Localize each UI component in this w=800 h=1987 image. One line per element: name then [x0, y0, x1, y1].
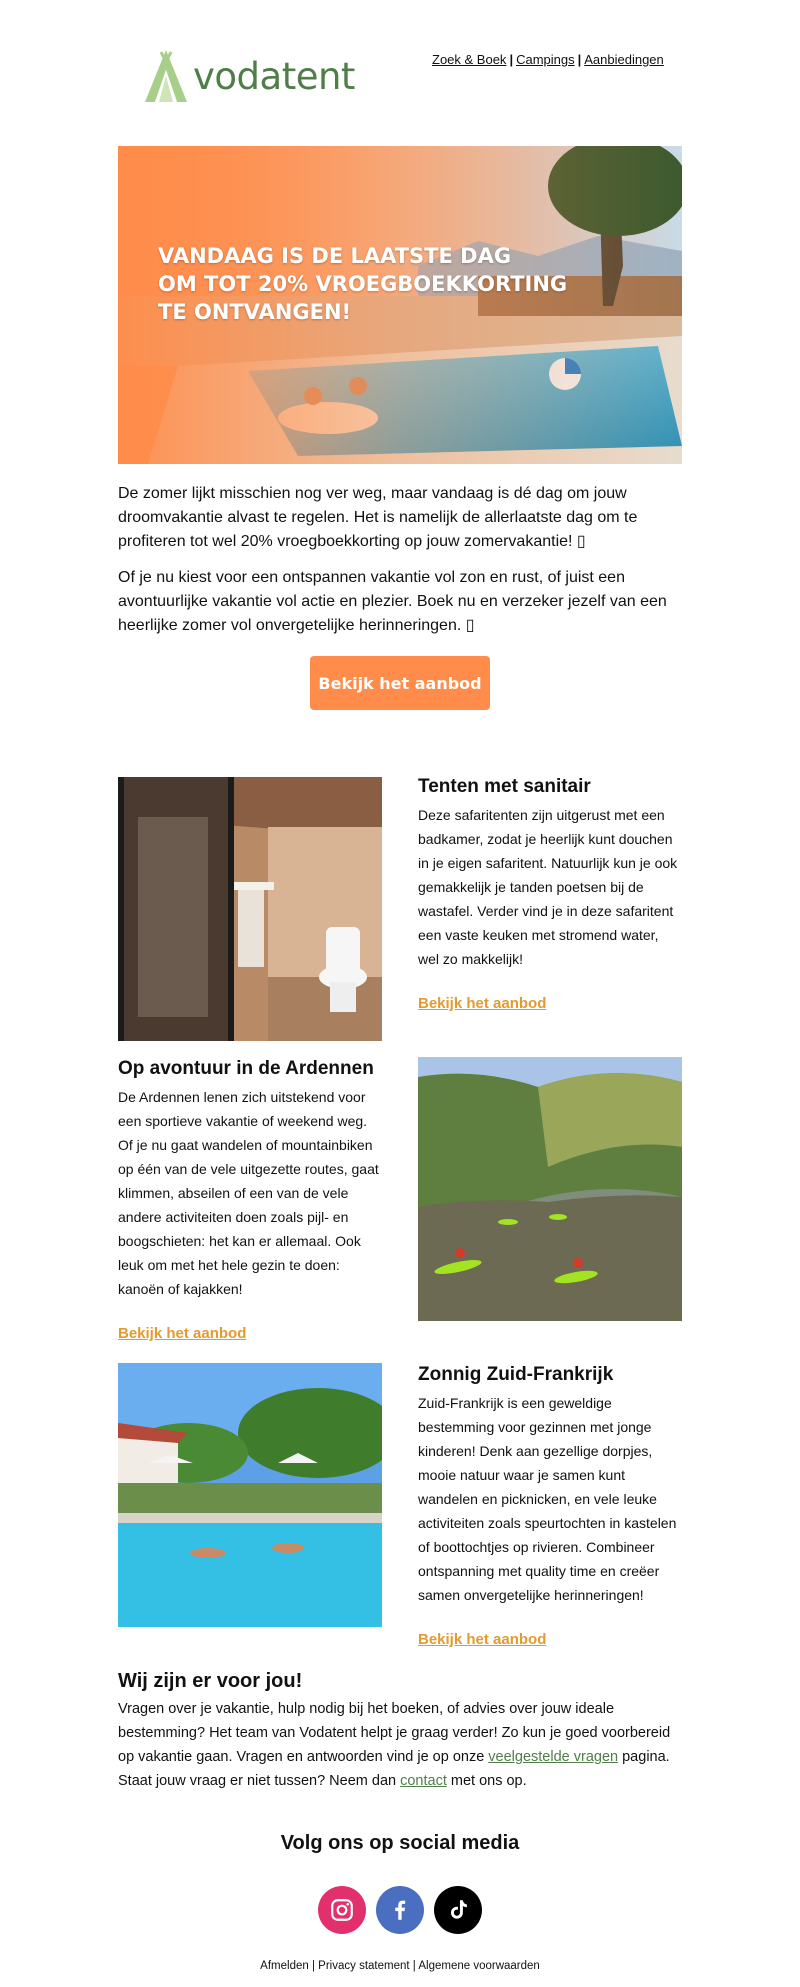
feature-body: Deze safaritenten zijn uitgerust met een badkamer, zodat je heerlijk kunt douchen in je eigen safaritent. Natuurlijk kun je ook gemakkelijk je tanden poetsen bij de wastafel. Verder vind je in deze safaritent een vaste keuken met stromend water, wel zo makkelijk! [418, 807, 678, 967]
vodatent-logo[interactable] [143, 48, 358, 104]
feature-link[interactable]: Bekijk het aanbod [418, 1631, 547, 1648]
social-icons [318, 1886, 482, 1934]
feature-link[interactable]: Bekijk het aanbod [418, 995, 547, 1012]
logo-text: vodatent [193, 54, 355, 98]
afmelden-link[interactable]: Afmelden [260, 1960, 309, 1972]
nav-separator: | [577, 52, 582, 67]
emoji-placeholder: ▯ [576, 533, 586, 550]
help-text: Vragen over je vakantie, hulp nodig bij het boeken, of advies over jouw ideale bestemming? Het team van Vodatent helpt je graag verder! Zo kun je goed voorbereid op vakantie gaan. Vragen en antwoorden vind je op onze veelgestelde vragen pagina. Staat jouw vraag er niet tussen? Neem dan contact met ons op. [118, 1701, 671, 1789]
tiktok-icon[interactable] [434, 1886, 482, 1934]
intro-paragraph-1: De zomer lijkt misschien nog ver weg, maar vandaag is dé dag om jouw droomvakantie alvast te regelen. Het is namelijk de allerlaatste dag om te profiteren tot wel 20% vroegboekkorting op jouw zomervakantie! ▯ [118, 485, 638, 550]
privacy-statement-link[interactable]: Privacy statement [318, 1960, 410, 1972]
nav-separator: | [509, 52, 514, 67]
feature-title: Tenten met sanitair [418, 776, 591, 797]
feature-body: De Ardennen lenen zich uitstekend voor een sportieve vakantie of weekend weg. Of je nu gaat wandelen of mountainbiken op één van de vele uitgezette routes, gaat klimmen, abseilen of een van de vele andere activiteiten doen zoals pijl- en boogschieten: het kan er allemaal. Ook leuk om met het hele gezin te doen: kanoën of kajakken! [118, 1089, 379, 1297]
intro-text [118, 482, 682, 650]
top-navigation [432, 52, 664, 67]
bekijk-aanbod-button[interactable]: Bekijk het aanbod [310, 656, 490, 710]
facebook-icon[interactable] [376, 1886, 424, 1934]
feature-ardennen [118, 1057, 382, 1343]
hero-title-line: VANDAAG IS DE LAATSTE DAG [158, 244, 512, 268]
pool-south-france-image[interactable] [118, 1363, 382, 1627]
hero-title [158, 242, 598, 326]
help-title: Wij zijn er voor jou! [118, 1670, 303, 1692]
feature-title: Zonnig Zuid-Frankrijk [418, 1364, 614, 1385]
hero-title-line: OM TOT 20% VROEGBOEKKORTING [158, 272, 568, 296]
nav-zoek-boek[interactable]: Zoek & Boek [432, 52, 507, 67]
feature-zuid-frankrijk [418, 1363, 682, 1649]
hero-banner[interactable] [118, 146, 682, 464]
bathroom-tent-image[interactable] [118, 777, 382, 1041]
footer [118, 1960, 682, 1972]
help-section [118, 1670, 682, 1793]
hero-title-line: TE ONTVANGEN! [158, 300, 352, 324]
nav-aanbiedingen[interactable]: Aanbiedingen [584, 52, 664, 67]
footer-separator: | [412, 1960, 416, 1972]
feature-link[interactable]: Bekijk het aanbod [118, 1325, 247, 1342]
footer-separator: | [311, 1960, 315, 1972]
feature-title: Op avontuur in de Ardennen [118, 1058, 374, 1079]
contact-link[interactable]: contact [400, 1773, 447, 1789]
instagram-icon[interactable] [318, 1886, 366, 1934]
social-title: Volg ons op social media [280, 1832, 520, 1854]
intro-paragraph-2: Of je nu kiest voor een ontspannen vakantie vol zon en rust, of juist een avontuurlijke vakantie vol actie en plezier. Boek nu en verzeker jezelf van een heerlijke zomer vol onvergetelijke herinneringen. ▯ [118, 569, 667, 634]
nav-campings[interactable]: Campings [516, 52, 575, 67]
tent-logo-icon [143, 48, 189, 104]
feature-tenten-sanitair [418, 775, 682, 1013]
feature-body: Zuid-Frankrijk is een geweldige bestemming voor gezinnen met jonge kinderen! Denk aan gezellige dorpjes, mooie natuur waar je samen kunt wandelen en picknicken, en vele leuke activiteiten zoals speurtochten in kastelen of boottochtjes op rivieren. Combineer ontspanning met quality time en creëer samen onvergetelijke herinneringen! [418, 1395, 677, 1603]
algemene-voorwaarden-link[interactable]: Algemene voorwaarden [418, 1960, 540, 1972]
kayak-river-image[interactable] [418, 1057, 682, 1321]
emoji-placeholder: ▯ [465, 617, 475, 634]
faq-link[interactable]: veelgestelde vragen [488, 1749, 619, 1765]
